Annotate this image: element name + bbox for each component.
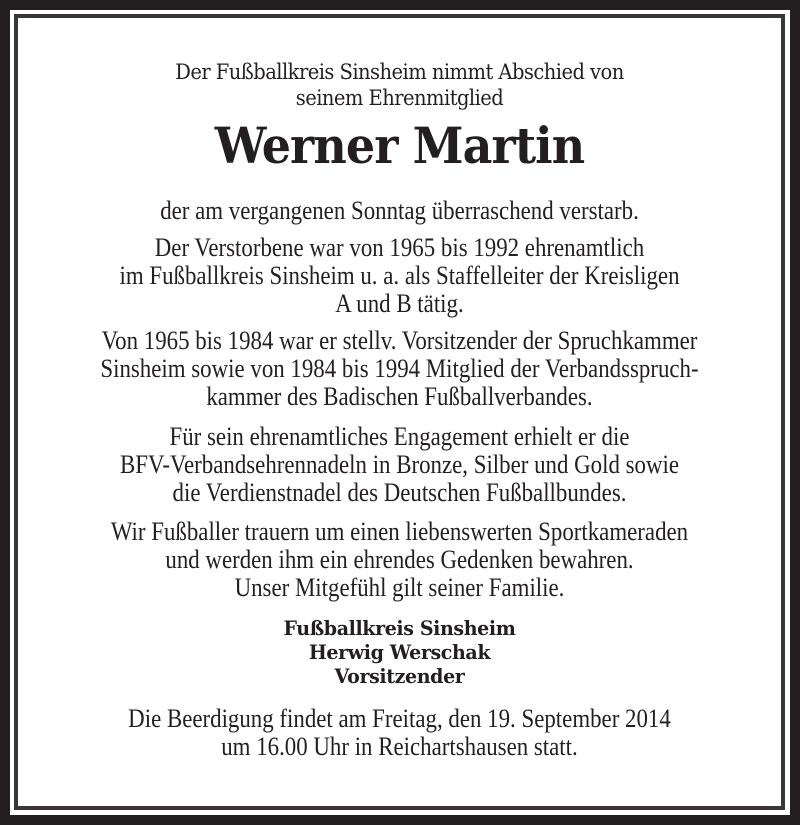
paragraph-2-line-1: Der Verstorbene war von 1965 bis 1992 ehrenamtlich bbox=[154, 233, 645, 262]
paragraph-4-line-1: Für sein ehrenamtliches Engagement erhielt er die bbox=[169, 422, 630, 451]
paragraph-5-line-3: Unser Mitgefühl gilt seiner Familie. bbox=[234, 573, 565, 602]
paragraph-2-line-3: A und B tätig. bbox=[335, 289, 464, 318]
paragraph-2-line-2: im Fußballkreis Sinsheim u. a. als Staffelleiter der Kreisligen bbox=[119, 261, 680, 290]
funeral-line-1: Die Beerdigung findet am Freitag, den 19. September 2014 bbox=[128, 704, 671, 733]
funeral-line-2: um 16.00 Uhr in Reichartshausen statt. bbox=[221, 732, 578, 761]
paragraph-1-line-1: der am vergangenen Sonntag überraschend verstarb. bbox=[160, 196, 639, 225]
intro-line-2: seinem Ehrenmitglied bbox=[295, 86, 504, 110]
paragraph-3-line-3: kammer des Badischen Fußballverbandes. bbox=[206, 382, 593, 411]
paragraph-5-line-1: Wir Fußballer trauern um einen liebenswerten Sportkameraden bbox=[110, 517, 689, 546]
intro-line-1: Der Fußballkreis Sinsheim nimmt Abschied von bbox=[175, 60, 624, 84]
deceased-name: Werner Martin bbox=[214, 116, 585, 175]
signature-organization: Fußballkreis Sinsheim bbox=[283, 616, 516, 640]
signature-person: Herwig Werschak bbox=[308, 640, 491, 664]
paragraph-4-line-2: BFV-Verbandsehrennadeln in Bronze, Silber und Gold sowie bbox=[120, 450, 679, 479]
paragraph-3-line-2: Sinsheim sowie von 1984 bis 1994 Mitglied der Verbandsspruch- bbox=[100, 354, 699, 383]
signature-role: Vorsitzender bbox=[334, 664, 465, 688]
paragraph-3-line-1: Von 1965 bis 1984 war er stellv. Vorsitzender der Spruchkammer bbox=[101, 326, 698, 355]
paragraph-5-line-2: und werden ihm ein ehrendes Gedenken bewahren. bbox=[165, 545, 634, 574]
paragraph-4-line-3: die Verdienstnadel des Deutschen Fußballbundes. bbox=[172, 478, 627, 507]
